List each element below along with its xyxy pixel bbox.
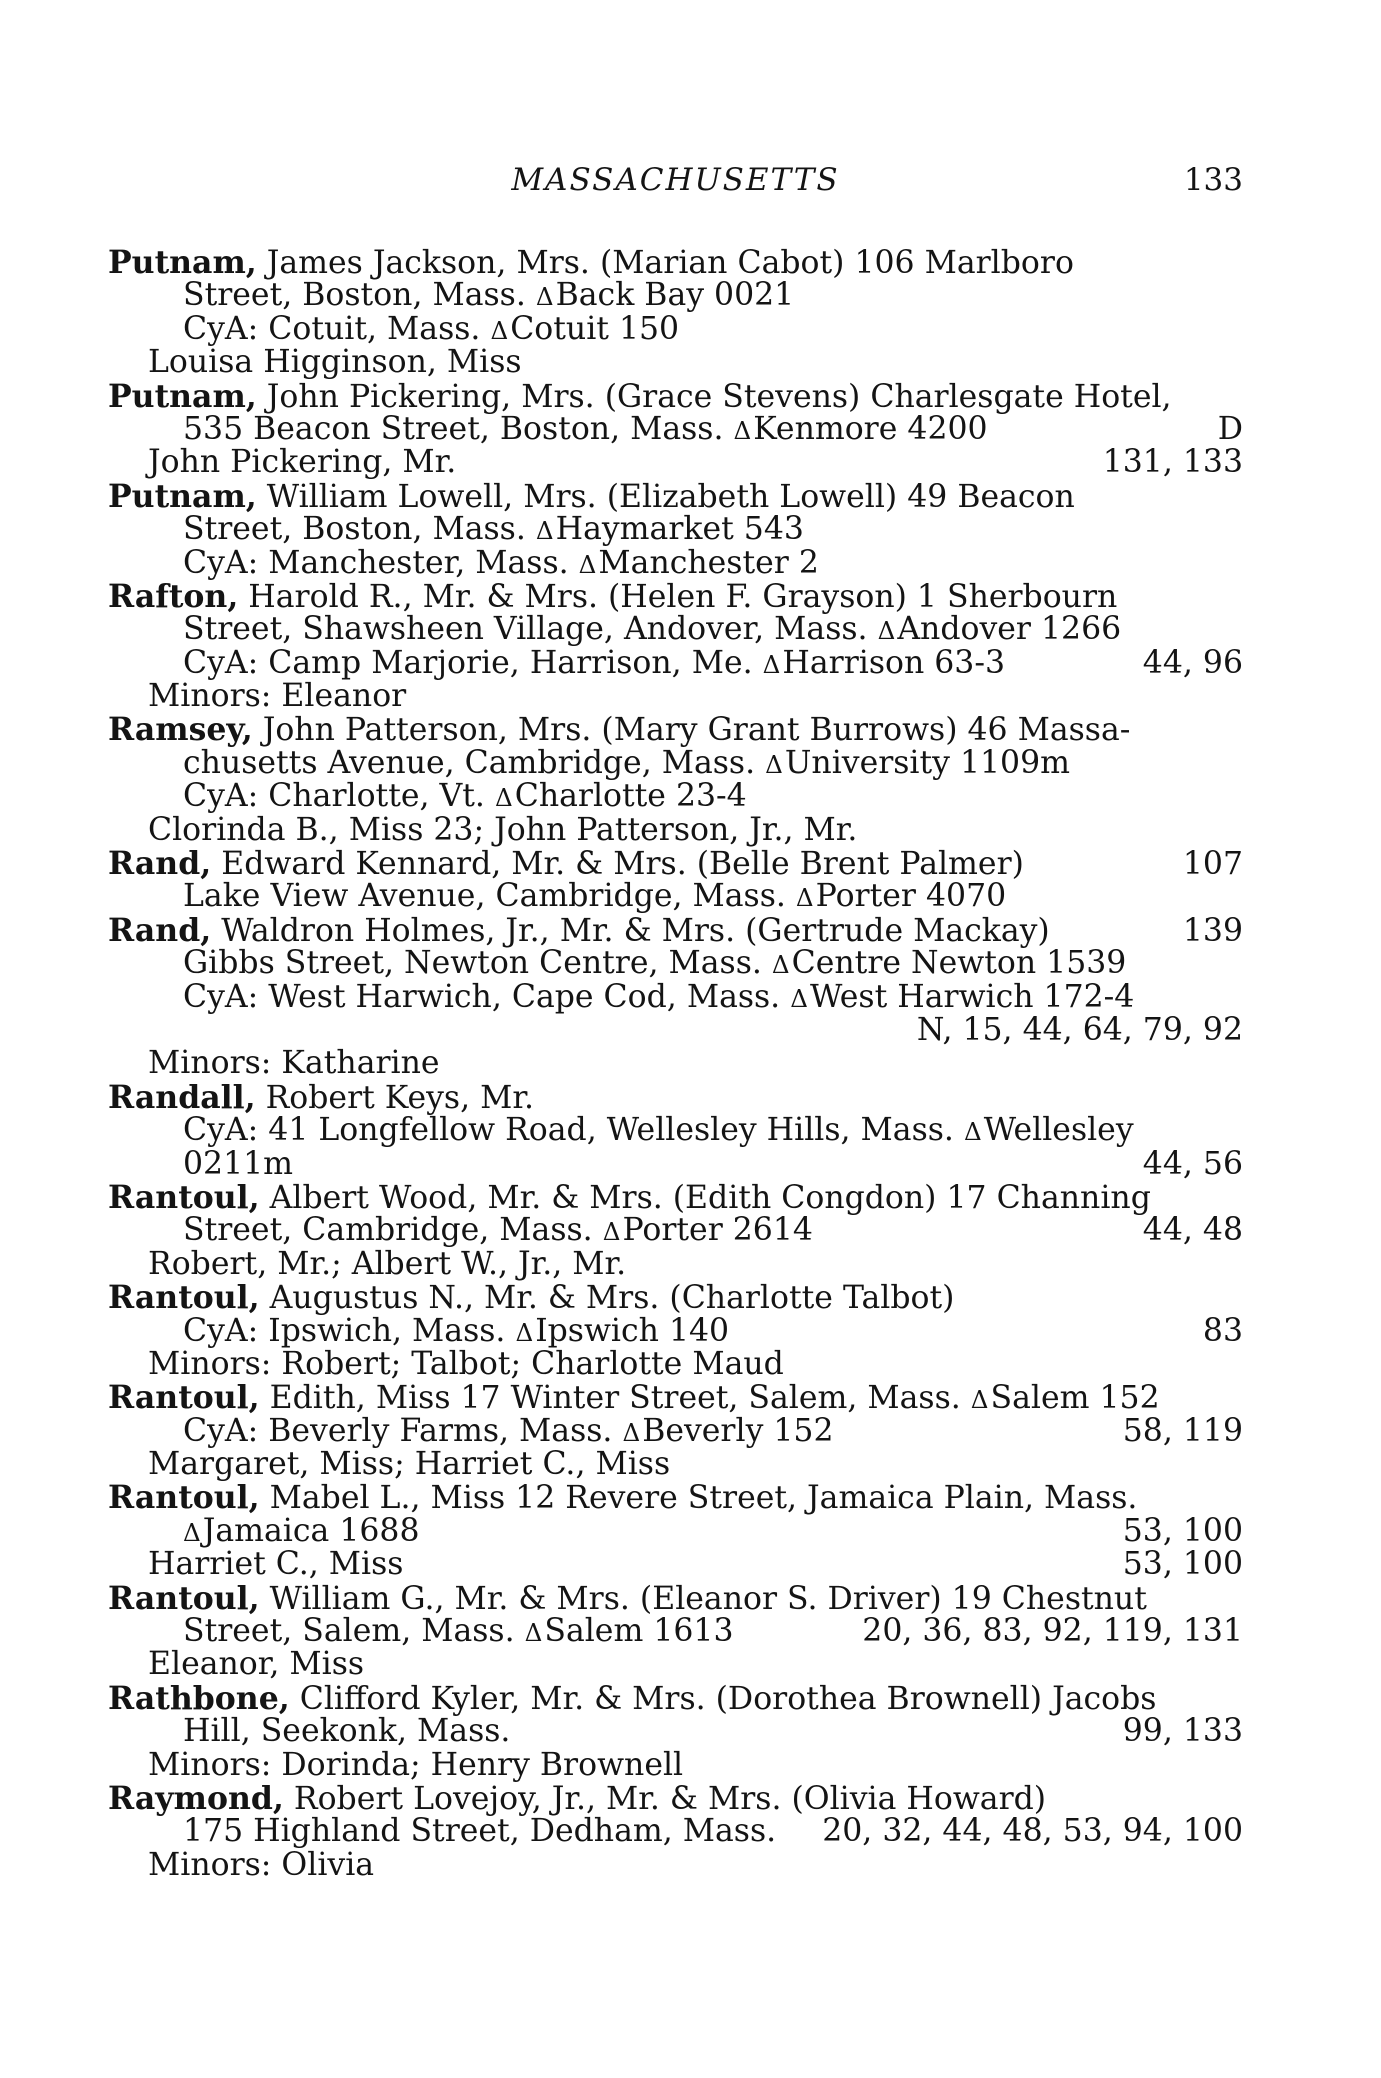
line-text [108, 477, 1075, 515]
reference-codes: 44, 56 [1142, 1145, 1243, 1182]
entry-line [108, 446, 1243, 479]
telephone-exchange: Δ Porter 2614 [603, 1212, 813, 1248]
surname: Randall, [108, 1078, 256, 1116]
page-header [108, 162, 1243, 208]
entry-text: John Pickering, Mrs. (Grace Stevens) Charlesgate Hotel, [256, 378, 1172, 415]
telephone-exchange: Δ Andover 1266 [878, 611, 1122, 647]
line-text [108, 1281, 954, 1315]
entry-line [108, 811, 1243, 848]
entry-text: Robert Keys, Mr. [255, 1079, 534, 1116]
surname: Rantoul, [108, 1579, 260, 1617]
entry-text: Minors: Olivia [148, 1846, 375, 1883]
entry-heading-line [108, 911, 1243, 949]
entry-text: James Jackson, Mrs. (Marian Cabot) 106 Marlboro [256, 245, 1074, 281]
line-text [183, 1312, 730, 1349]
telephone-exchange: Δ Harrison 63-3 [763, 645, 1005, 681]
entry-line [108, 644, 1243, 681]
entry-line [108, 880, 1243, 913]
entry-line [108, 744, 1243, 781]
entry-text: Robert Lovejoy, Jr., Mr. & Mrs. (Olivia Howard) [283, 1780, 1047, 1817]
entry-text: Eleanor, Miss [148, 1646, 365, 1683]
telephone-exchange: Δ Kenmore 4200 [733, 411, 987, 447]
line-text [108, 1779, 1047, 1817]
line-text [183, 513, 804, 547]
entry-text: Margaret, Miss; Harriet C., Miss [148, 1446, 671, 1483]
surname: Raymond, [108, 1779, 284, 1817]
page-number: 133 [1183, 162, 1243, 198]
reference-codes: 58, 119 [1122, 1412, 1243, 1449]
entry-text: Louisa Higginson, Miss [148, 344, 522, 381]
line-text [148, 1548, 403, 1581]
entry-text: John Patterson, Mrs. (Mary Grant Burrows) 46 Massa- [252, 712, 1131, 749]
line-text [108, 1178, 1151, 1216]
telephone-exchange: Δ Haymarket 543 [536, 511, 804, 547]
surname: Rand, [108, 845, 212, 883]
directory-listing [108, 246, 1243, 1882]
entry-text: Minors: Dorinda; Henry Brownell [148, 1746, 684, 1783]
entry-text: John Pickering, Mr. [148, 444, 457, 481]
entry-text: CyA: Ipswich, Mass. [183, 1312, 516, 1349]
line-text [108, 246, 1074, 280]
line-text [183, 1815, 776, 1848]
entry-line [108, 1615, 1243, 1648]
entry-line [108, 1047, 1243, 1080]
line-text [183, 880, 1006, 914]
entry-heading-line [108, 477, 1243, 515]
entry-line [108, 1412, 1243, 1449]
telephone-exchange: Δ West Harwich 172-4 [790, 979, 1134, 1015]
entry-line [108, 613, 1243, 646]
line-text [148, 1648, 364, 1681]
line-text [148, 346, 522, 379]
line-text [183, 1412, 834, 1449]
reference-codes: 107 [1182, 846, 1243, 883]
running-head: MASSACHUSETTS [511, 162, 840, 198]
entry-line [108, 1448, 1243, 1481]
surname: Rantoul, [108, 1279, 260, 1317]
entry-text: Lake View Avenue, Cambridge, Mass. [183, 878, 796, 915]
line-text [108, 713, 1130, 747]
entry-text: Augustus N., Mr. & Mrs. (Charlotte Talbot) [259, 1280, 955, 1317]
entry-line [108, 1011, 1243, 1048]
reference-codes: 44, 48 [1142, 1212, 1243, 1249]
entry-text: CyA: 41 Longfellow Road, Wellesley Hills, Mass. [183, 1112, 964, 1149]
entry-line [108, 513, 1243, 546]
entry-line [108, 1312, 1243, 1349]
entry-heading-line [108, 1779, 1243, 1817]
entry-text: 175 Highland Street, Dedham, Mass. [183, 1813, 777, 1850]
entry-text: Minors: Robert; Talbot; Charlotte Maud [148, 1345, 784, 1382]
reference-codes: D [1217, 410, 1243, 447]
reference-codes: 53, 100 [1122, 1546, 1243, 1583]
telephone-exchange: Δ Jamaica 1688 [183, 1513, 419, 1549]
entry-text: chusetts Avenue, Cambridge, Mass. [183, 744, 766, 781]
entry-heading-line [108, 1379, 1243, 1417]
entry-text: Mabel L., Miss 12 Revere Street, Jamaica Plain, Mass. [259, 1480, 1138, 1517]
entry-line [108, 1345, 1243, 1382]
telephone-exchange: Δ Salem 152 [971, 1380, 1160, 1416]
entry-line [108, 1846, 1243, 1883]
entry-text: Clifford Kyler, Mr. & Mrs. (Dorothea Brownell) Jacobs [289, 1680, 1157, 1717]
line-text [108, 1679, 1157, 1717]
telephone-exchange: Δ Manchester 2 [579, 545, 819, 581]
entry-heading-line [108, 246, 1243, 279]
entry-line [108, 1145, 1243, 1182]
entry-line [108, 1746, 1243, 1783]
entry-line [108, 1214, 1243, 1247]
entry-text: CyA: Manchester, Mass. [183, 544, 579, 581]
surname: Putnam, [108, 377, 257, 415]
entry-heading-line [108, 1579, 1243, 1617]
surname: Putnam, [108, 244, 257, 281]
entry-text: Robert, Mr.; Albert W., Jr., Mr. [148, 1245, 627, 1282]
line-text [148, 1746, 684, 1783]
entry-line [108, 947, 1243, 980]
entry-line [108, 780, 1243, 813]
entry-line [108, 680, 1243, 713]
entry-text: Edward Kennard, Mr. & Mrs. (Belle Brent Palmer) [211, 846, 1024, 883]
entry-text: Minors: Katharine [148, 1045, 440, 1082]
entry-text: Gibbs Street, Newton Centre, Mass. [183, 945, 772, 982]
reference-codes: 139 [1182, 912, 1243, 949]
entry-line [108, 1815, 1243, 1848]
line-text [183, 613, 1121, 647]
line-text [148, 680, 406, 713]
line-text [183, 947, 1126, 981]
entry-line [108, 1715, 1243, 1748]
entry-text: Harold R., Mr. & Mrs. (Helen F. Grayson) 1 Sherbourn [238, 578, 1118, 615]
entry-line [108, 544, 1243, 581]
line-text [183, 1512, 420, 1549]
line-text [148, 1345, 784, 1382]
line-text [183, 744, 1071, 781]
entry-line [108, 1245, 1243, 1282]
entry-text: CyA: Beverly Farms, Mass. [183, 1412, 623, 1449]
telephone-exchange: Δ Wellesley [964, 1112, 1134, 1148]
reference-codes: 44, 96 [1142, 644, 1243, 681]
line-text [108, 911, 1050, 949]
surname: Ramsey, [108, 711, 253, 749]
line-text [148, 1846, 375, 1883]
reference-codes: 20, 32, 44, 48, 53, 94, 100 [822, 1813, 1243, 1850]
surname: Rafton, [108, 577, 239, 615]
entry-heading-line [108, 1279, 1243, 1317]
telephone-exchange: Δ Beverly 152 [622, 1413, 833, 1449]
line-text [183, 279, 794, 313]
surname: Rantoul, [108, 1178, 260, 1216]
reference-codes: N, 15, 44, 64, 79, 92 [916, 1011, 1243, 1048]
entry-text: Street, Boston, Mass. [183, 277, 536, 314]
line-text [108, 847, 1024, 881]
entry-line [108, 978, 1243, 1015]
surname: Putnam, [108, 477, 257, 515]
entry-text: CyA: Camp Marjorie, Harrison, Me. [183, 644, 763, 681]
entry-text: Street, Shawsheen Village, Andover, Mass. [183, 611, 878, 648]
entry-text: CyA: Charlotte, Vt. [183, 778, 495, 815]
line-text [148, 446, 456, 479]
line-text [183, 1114, 1134, 1148]
entry-line [108, 1648, 1243, 1681]
entry-text: Albert Wood, Mr. & Mrs. (Edith Congdon) 17 Channing [259, 1179, 1151, 1216]
telephone-exchange: Δ University 1109m [765, 745, 1070, 781]
surname: Rantoul, [108, 1379, 260, 1417]
telephone-exchange: Δ Porter 4070 [796, 878, 1006, 914]
entry-text: 535 Beacon Street, Boston, Mass. [183, 410, 734, 447]
entry-line [108, 310, 1243, 347]
entry-text: Street, Boston, Mass. [183, 511, 536, 548]
line-text [183, 780, 747, 814]
entry-heading-line [108, 711, 1243, 749]
line-text [108, 1481, 1137, 1515]
entry-line [108, 1512, 1243, 1549]
entry-text: Waldron Holmes, Jr., Mr. & Mrs. (Gertrude Mackay) [211, 912, 1050, 949]
entry-text: Hill, Seekonk, Mass. [183, 1713, 511, 1750]
line-text [148, 1047, 440, 1080]
line-text [183, 1145, 294, 1182]
entry-line [108, 1114, 1243, 1147]
line-text [148, 1245, 627, 1282]
line-text [183, 310, 680, 347]
entry-heading-line [108, 1078, 1243, 1116]
entry-text: Edith, Miss 17 Winter Street, Salem, Mass. [259, 1380, 971, 1417]
entry-heading-line [108, 1178, 1243, 1216]
line-text [108, 577, 1118, 615]
entry-text: CyA: West Harwich, Cape Cod, Mass. [183, 978, 791, 1015]
line-text [183, 1214, 813, 1248]
surname: Rantoul, [108, 1479, 260, 1517]
entry-text: William G., Mr. & Mrs. (Eleanor S. Driver) 19 Chestnut [259, 1580, 1147, 1617]
entry-heading-line [108, 577, 1243, 615]
line-text [148, 1448, 670, 1481]
entry-heading-line [108, 377, 1243, 415]
entry-line [108, 410, 1243, 447]
entry-heading-line [108, 1479, 1243, 1517]
line-text [183, 544, 819, 581]
entry-text: Harriet C., Miss [148, 1546, 404, 1583]
telephone-exchange: Δ Cotuit 150 [490, 311, 679, 347]
line-text [183, 644, 1006, 681]
entry-text: William Lowell, Mrs. (Elizabeth Lowell) 49 Beacon [256, 478, 1075, 515]
line-text [108, 377, 1172, 415]
entry-text: Clorinda B., Miss 23; John Patterson, Jr., Mr. [148, 811, 858, 848]
entry-text: Street, Cambridge, Mass. [183, 1212, 603, 1249]
telephone-exchange: Δ Centre Newton 1539 [772, 945, 1126, 981]
line-text [183, 1615, 734, 1649]
line-text [108, 1381, 1160, 1416]
reference-codes: 53, 100 [1122, 1512, 1243, 1549]
line-text [108, 1078, 534, 1116]
line-text [183, 978, 1135, 1015]
surname: Rand, [108, 911, 212, 949]
reference-codes: 99, 133 [1122, 1713, 1243, 1750]
entry-heading-line [108, 1679, 1243, 1717]
line-text [148, 811, 858, 848]
entry-text: Street, Salem, Mass. [183, 1613, 525, 1650]
telephone-exchange: Δ Charlotte 23-4 [495, 778, 747, 814]
telephone-exchange: Δ Ipswich 140 [515, 1313, 729, 1349]
entry-text: CyA: Cotuit, Mass. [183, 310, 491, 347]
entry-text: 0211m [183, 1145, 294, 1182]
entry-line [108, 279, 1243, 312]
line-text [183, 410, 988, 447]
reference-codes: 20, 36, 83, 92, 119, 131 [862, 1613, 1243, 1650]
entry-line [108, 1548, 1243, 1581]
entry-line [108, 346, 1243, 379]
line-text [108, 1579, 1147, 1617]
telephone-exchange: Δ Salem 1613 [525, 1613, 734, 1649]
surname: Rathbone, [108, 1679, 290, 1717]
reference-codes: 131, 133 [1102, 444, 1243, 481]
entry-text: Minors: Eleanor [148, 678, 407, 715]
reference-codes: 83 [1202, 1312, 1243, 1349]
telephone-exchange: Δ Back Bay 0021 [536, 277, 794, 313]
line-text [183, 1715, 510, 1748]
entry-heading-line [108, 845, 1243, 883]
